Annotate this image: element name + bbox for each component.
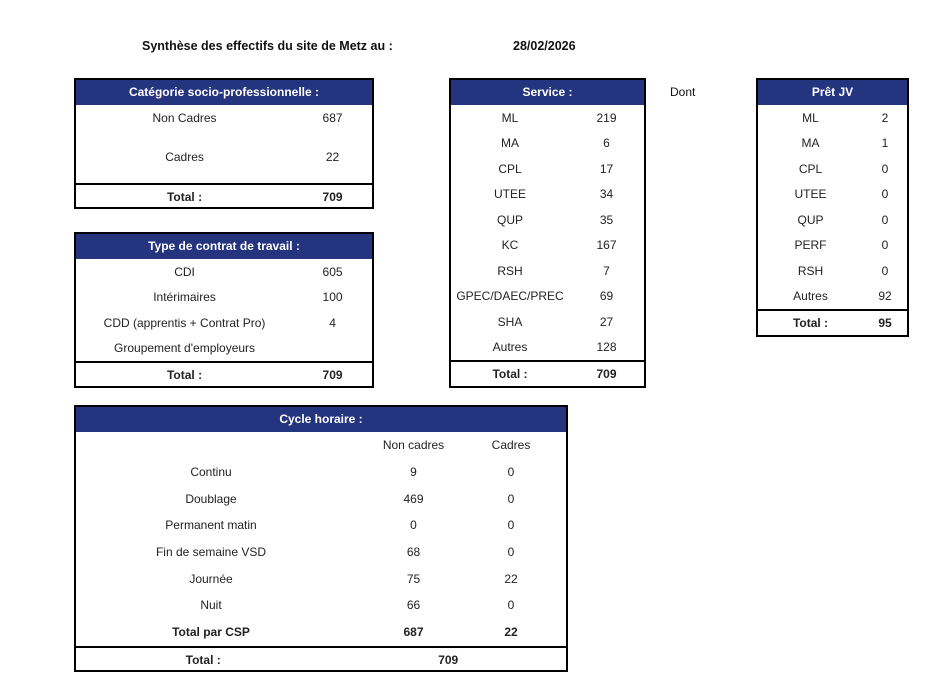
row-value: 92 (878, 289, 892, 304)
row-value-non-cadres: 66 (406, 598, 421, 613)
row-label: Nuit (200, 598, 222, 613)
table-row (758, 156, 907, 182)
row-value-cadres: 0 (507, 465, 515, 480)
table-row (451, 156, 644, 182)
row-value: 4 (329, 315, 336, 330)
row-value-cadres: 0 (507, 491, 515, 506)
table-row (76, 512, 566, 539)
table-row (451, 182, 644, 208)
row-label: Intérimaires (153, 290, 216, 305)
table-row (451, 131, 644, 157)
csp-total-row (76, 619, 566, 646)
table-row (758, 284, 907, 310)
contract-table (74, 232, 374, 388)
table-row (76, 336, 372, 362)
table-row (76, 105, 372, 131)
row-value: 0 (881, 187, 889, 202)
row-value-non-cadres: 469 (403, 491, 424, 506)
row-label: MA (801, 136, 820, 151)
table-row (758, 182, 907, 208)
total-value: 709 (322, 189, 343, 204)
csp-header: Catégorie socio-professionnelle : (76, 80, 372, 105)
table-row (76, 565, 566, 592)
row-value: 0 (881, 238, 889, 253)
row-value: 0 (881, 161, 889, 176)
row-label: Cadres (165, 149, 204, 164)
row-label: PERF (794, 238, 827, 253)
row-value: 17 (599, 161, 614, 176)
table-row (76, 259, 372, 285)
table-row (76, 131, 372, 183)
csp-table (74, 78, 374, 209)
row-label: Autres (793, 289, 828, 304)
row-value: 34 (599, 187, 614, 202)
row-value: 22 (325, 149, 340, 164)
total-row (76, 361, 372, 387)
row-value-cadres: 0 (507, 518, 515, 533)
contract-header: Type de contrat de travail : (76, 234, 372, 259)
total-label: Total : (166, 368, 203, 382)
table-row (758, 258, 907, 284)
row-label: Permanent matin (165, 518, 257, 533)
table-row (451, 309, 644, 335)
row-label: Continu (190, 465, 232, 480)
table-row (758, 105, 907, 131)
row-label: Non Cadres (152, 110, 217, 125)
table-row (758, 207, 907, 233)
row-label: CPL (798, 161, 823, 176)
row-label: GPEC/DAEC/PREC (456, 289, 564, 304)
row-label: QUP (797, 212, 824, 227)
row-value: 2 (881, 110, 889, 125)
row-value: 7 (603, 263, 610, 278)
row-label: CPL (498, 161, 522, 176)
row-label: QUP (496, 212, 523, 227)
row-value-non-cadres: 68 (406, 545, 421, 560)
total-label: Total : (492, 367, 528, 381)
total-row (758, 309, 907, 335)
table-row (451, 105, 644, 131)
row-value-cadres: 22 (504, 571, 518, 586)
row-label: UTEE (493, 187, 526, 202)
table-row (76, 310, 372, 336)
total-value: 95 (878, 316, 892, 330)
row-value: 1 (881, 136, 889, 151)
cycle-horaire-table (74, 405, 568, 672)
table-row (76, 485, 566, 512)
table-row (76, 592, 566, 619)
table-row (451, 233, 644, 259)
column-header-cadres: Cadres (491, 438, 531, 453)
dont-label: Dont (670, 85, 696, 99)
row-label: CDD (apprentis + Contrat Pro) (103, 315, 266, 330)
column-header-row (76, 432, 566, 459)
table-row (758, 131, 907, 157)
row-value: 0 (881, 212, 889, 227)
row-label: Doublage (185, 491, 237, 506)
total-label: Total : (166, 189, 203, 204)
row-value: 687 (322, 110, 343, 125)
csp-total-cadres: 22 (504, 625, 518, 640)
total-row (76, 183, 372, 209)
table-row (758, 233, 907, 259)
row-value: 0 (881, 263, 889, 278)
total-label: Total : (185, 652, 221, 667)
report-title: Synthèse des effectifs du site de Metz au : (142, 39, 393, 53)
total-value: 709 (596, 367, 617, 381)
table-row (451, 284, 644, 310)
row-value-non-cadres: 0 (410, 518, 417, 533)
row-value-non-cadres: 9 (410, 465, 417, 480)
row-label: UTEE (794, 187, 827, 202)
total-label: Total : (792, 316, 829, 330)
row-label: RSH (497, 263, 523, 278)
table-row (76, 539, 566, 566)
row-label: Fin de semaine VSD (155, 545, 267, 560)
table-row (451, 335, 644, 361)
row-value: 69 (599, 289, 614, 304)
row-value: 219 (596, 110, 617, 125)
row-label: Groupement d'employeurs (114, 341, 256, 356)
total-value: 709 (322, 368, 343, 382)
csp-total-non-cadres: 687 (403, 625, 424, 640)
row-value-non-cadres: 75 (406, 571, 421, 586)
pret-jv-header: Prêt JV (758, 80, 907, 105)
csp-total-label: Total par CSP (172, 625, 250, 640)
row-label: KC (501, 238, 519, 253)
row-value: 605 (322, 264, 343, 279)
row-label: Autres (492, 340, 528, 355)
service-header: Service : (451, 80, 644, 105)
table-row (451, 258, 644, 284)
row-label: RSH (797, 263, 824, 278)
row-value: 128 (596, 340, 617, 355)
table-row (451, 207, 644, 233)
row-value: 6 (603, 136, 610, 151)
table-row (76, 459, 566, 486)
row-value-cadres: 0 (507, 598, 515, 613)
row-value: 27 (599, 314, 614, 329)
total-row (76, 646, 566, 672)
row-label: ML (802, 110, 819, 125)
report-date: 28/02/2026 (513, 39, 576, 53)
row-label: SHA (497, 314, 523, 329)
total-row (451, 360, 644, 386)
pret-jv-table (756, 78, 909, 337)
row-value-cadres: 0 (507, 545, 515, 560)
row-label: MA (501, 136, 519, 151)
column-header-non-cadres: Non cadres (382, 438, 445, 453)
row-label: CDI (174, 264, 195, 279)
row-value: 100 (322, 290, 343, 305)
service-table (449, 78, 646, 388)
total-value: 709 (438, 652, 459, 667)
row-label: ML (501, 110, 519, 125)
row-value: 35 (599, 212, 614, 227)
row-value: 167 (596, 238, 617, 253)
cycle-header: Cycle horaire : (76, 407, 566, 432)
row-label: Journée (189, 571, 233, 586)
table-row (76, 285, 372, 311)
